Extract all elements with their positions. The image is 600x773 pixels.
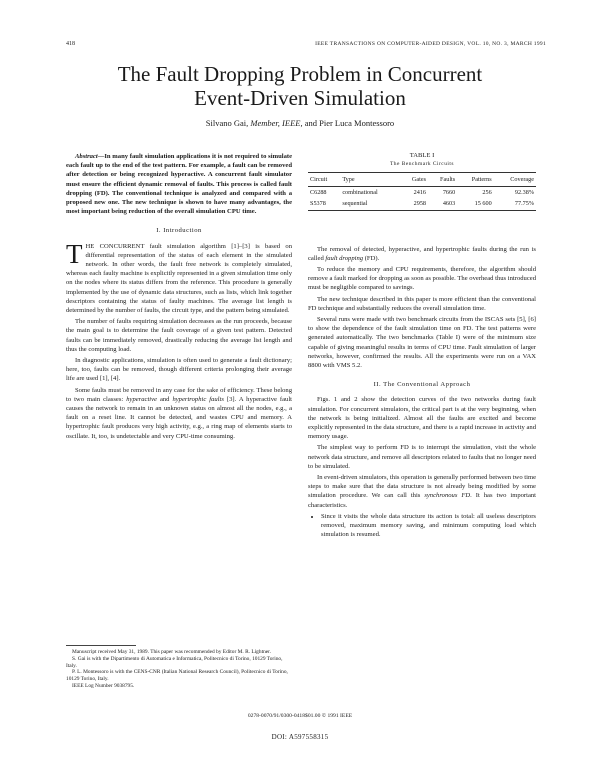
table-header-cell: Circuit: [308, 173, 340, 187]
term-fault-dropping: fault dropping: [325, 254, 364, 262]
drop-cap: T: [66, 238, 83, 269]
table-header-row: [308, 173, 536, 187]
table-cell: 256: [482, 189, 492, 197]
term-hyperactive: hyperactive: [126, 395, 157, 403]
right-p1-a: The removal of detected, hyperactive, and hypertrophic faults during the run is called: [308, 245, 536, 262]
left-column: [66, 152, 292, 443]
abstract-label: Abstract: [75, 153, 98, 160]
table-row: [308, 198, 536, 210]
right-column: [308, 152, 536, 540]
term-synchronous-fd: synchronous FD: [424, 492, 471, 500]
footnote-2: S. Gai is with the Dipartimento di Automatica e Informatica, Politecnico di Torino, 10129 Torino, Italy.: [66, 655, 283, 669]
list-item: • Since it visits the whole data structure its action is total: all useless descriptors removed, maximum memory saving, and minimum computing load which simulation is resumed.: [321, 512, 536, 540]
author-1-role: Member, IEEE,: [250, 118, 303, 128]
doi-stamp: DOI: A597558315: [271, 733, 329, 741]
intro-p1-text: fault simulation algorithm [1]–[3] is based on differential representation of the status of each element in the simulated network. In other words, the fault free network is completely simulated, whereas each faulty machine is explicitly represented in a given simulation time only on the nodes where its status differs from the reference. This procedure is generally implemented by the use of dynamic data structures, such as lists, which link together descriptors containing the status of faulty machines. The average list length is determined by the number of faults, the circuit type, and the pattern being simulated.: [66, 242, 293, 315]
author-rest: and Pier Luca Montessoro: [304, 118, 395, 128]
term-hypertrophic: hypertrophic faults: [172, 395, 224, 403]
abstract: [66, 152, 292, 216]
copyright-line: 0278-0070/91/0300-0418$01.00 © 1991 IEEE: [247, 713, 353, 719]
right-paragraph-4: Several runs were made with two benchmark circuits from the ISCAS sets [5], [6] to show the dependence of the fault simulation time on FD. The test patterns were generated automatically. The two benchmarks (Table I) were of the minimum size capable of giving meaningful results in terms of CPU time. Fault simulation of larger networks, however, confirmed the results. All the experiments were run on a VAX 8800 with VMS 5.2.: [308, 316, 536, 370]
title-line-2: Event-Driven Simulation: [194, 86, 406, 110]
intro-paragraph-4: [66, 386, 292, 441]
author-1: Silvano Gai,: [205, 118, 249, 128]
intro-paragraph-3: In diagnostic applications, simulation is often used to generate a fault dictionary; here, too, faults can be removed, though different criteria prolonging their average life are used [1], [4].: [66, 357, 292, 383]
section-1-heading: I. Introduction: [156, 227, 202, 235]
table-cell: S5378: [308, 198, 340, 210]
table-title: The Benchmark Circuits: [390, 161, 454, 167]
table-header-cell: Coverage: [494, 173, 536, 187]
benchmark-table: [308, 172, 536, 211]
table-cell: 7660: [442, 189, 456, 197]
section-2-paragraph-1: Figs. 1 and 2 show the detection curves of the two networks during fault simulation. For concurrent simulators, the critical part is at the very beginning, when the network is being initialized. Almost all the faults are excited and become explicitly represented in the data structure, and there is a rapid increase in activity and memory usage.: [308, 396, 536, 441]
author-line: [0, 118, 600, 128]
table-cell: 92.38%: [514, 189, 534, 197]
table-header-cell: Type: [340, 173, 400, 187]
paper-title: [0, 62, 600, 110]
right-p1-b: (FD).: [363, 254, 380, 262]
table-cell: 4603: [428, 198, 457, 210]
section-2-heading: II. The Conventional Approach: [373, 381, 471, 389]
table-spacer: [308, 211, 536, 245]
footnotes: [66, 649, 291, 690]
s2-p3-a: In event-driven simulators, this operation is generally performed between two time steps to make sure that the data structure is not already being modified by some simulation procedure. We can call this: [308, 474, 536, 500]
table-caption: [308, 152, 536, 168]
table-cell: 77.75%: [494, 198, 536, 210]
table-row: [308, 187, 536, 199]
page-number: 418: [66, 41, 75, 47]
intro-lead: HE CONCURRENT: [85, 242, 145, 250]
s2-p3-b: . It has two important characteristics.: [308, 492, 536, 509]
intro-p4-a: Some faults must be removed in any case for the sake of efficiency. These belong to two main classes:: [66, 386, 292, 403]
characteristics-list: [308, 512, 536, 540]
table-cell: 2958: [400, 198, 428, 210]
abstract-text: —In many fault simulation applications it is not required to simulate each fault up to the end of the test pattern. For example, a fault can be removed after detection or being recognized hyperactive. A concurrent fault simulator must ensure the efficient dynamic removal of faults. This process is called fault dropping (FD). The conventional technique is analyzed and compared with a proposed new one. The new technique is shown to have many advantages, the most important being reduction of the overall simulation CPU time.: [66, 153, 292, 216]
intro-p4-b: and: [156, 395, 173, 403]
section-2-paragraph-2: The simplest way to perform FD is to interrupt the simulation, visit the whole network data structure, and remove all descriptors related to faults that no longer need to be simulated.: [308, 444, 536, 470]
intro-paragraph-1: [66, 238, 293, 316]
footnote-3: P. L. Montessoro is with the CENS-CNR (Italian National Research Council), Politecnico di Torino, 10129 Torino, Italy.: [66, 669, 288, 683]
table-header-cell: Gates: [400, 173, 428, 187]
table-header-cell: Faults: [428, 173, 457, 187]
intro-p4-c: [3]. A hyperactive fault causes the network to remain in an unknown status on almost all the nodes, e.g., a fault on a reset line. It cannot be detected, and wastes CPU and memory. A hypertrophic fault produces very high activity, e.g., a ring map of elements starts to oscillate. It, too, is undetectable and very CPU-time consuming.: [66, 395, 292, 440]
table-cell: 15 600: [457, 198, 494, 210]
table-number: TABLE I: [409, 152, 435, 159]
footnote-4: IEEE Log Number 9038795.: [72, 682, 135, 689]
right-paragraph-1: [308, 245, 536, 263]
table-cell: sequential: [340, 198, 400, 210]
footnote-1: Manuscript received May 31, 1989. This paper was recommended by Editor M. R. Lightner.: [72, 649, 272, 655]
section-2-paragraph-3: [308, 473, 536, 510]
table-cell: 2416: [413, 189, 426, 197]
intro-paragraph-2: The number of faults requiring simulation decreases as the run proceeds, because the main goal is to determine the fault coverage of a given test pattern. Detected faults can be immediately removed, drastically reducing the average list length and thus the computing load.: [66, 318, 292, 353]
table-header-cell: Patterns: [457, 173, 494, 187]
table-cell: combinational: [342, 189, 378, 197]
footnote-block: [66, 645, 292, 690]
right-paragraph-2: To reduce the memory and CPU requirements, therefore, the algorithm should remove a fault marked for dropping as soon as possible. The overhead thus introduced must be negligible compared to savings.: [308, 266, 536, 292]
title-line-1: The Fault Dropping Problem in Concurrent: [117, 62, 483, 86]
table-cell: C6288: [310, 189, 327, 197]
running-head: IEEE TRANSACTIONS ON COMPUTER-AIDED DESIGN, VOL. 10, NO. 3, MARCH 1991: [315, 41, 546, 47]
right-paragraph-3: The new technique described in this paper is more efficient than the conventional FD technique and substantially reduces the overall simulation time.: [308, 295, 536, 312]
